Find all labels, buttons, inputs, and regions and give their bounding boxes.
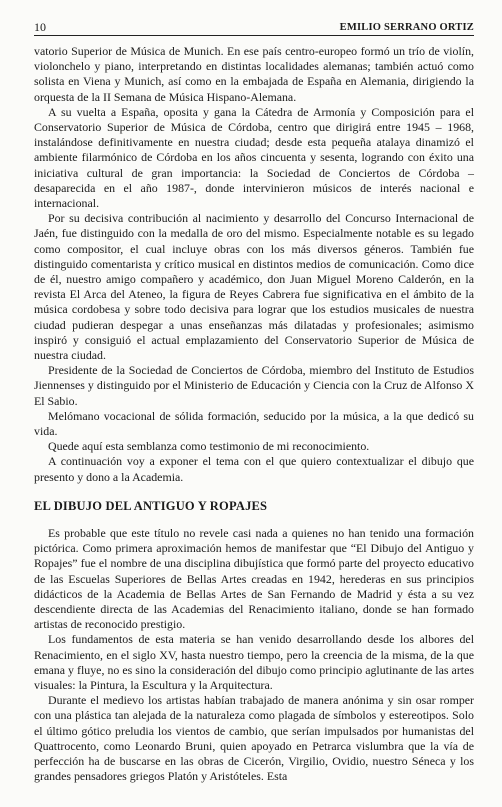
paragraph: Es probable que este título no revele casi nada a quienes no han tenido una formación pictórica. Como primera aproximación hemos de manifestar que “El Dibujo del Antiguo y Ropajes” fue el nombre de una disciplina dibujística que formó parte del proyecto educativo de las Escuelas Superiores de Bellas Artes creadas en 1942, herederas en sus principios didácticos de la Academia de Bellas Artes de San Fernando de Madrid y ésta a su vez descendiente directa de las Academias del Renacimiento italiano, donde se han formado artistas de reconocido prestigio. <box>34 525 474 632</box>
section-heading: EL DIBUJO DEL ANTIGUO Y ROPAJES <box>34 498 268 513</box>
paragraph: Quede aquí esta semblanza como testimonio de mi reconocimiento. <box>48 439 370 454</box>
paragraph: Por su decisiva contribución al nacimiento y desarrollo del Concurso Internacional de Jaén, fue distinguido con la medalla de oro del mismo. Especialmente notable es su legado como compositor, el cual incluye obras con los más diversos géneros. También fue distinguido comentarista y crítico musical en distintos medios de comunicación. Como dice de él, nuestro amigo compañero y académico, don Juan Miguel Moreno Calderón, en la revista El Arca del Ateneo, la figura de Reyes Cabrera fue significativa en el ámbito de la música cordobesa y sobre todo decisiva para lograr que los estudios musicales de nuestra ciudad pudieran despegar a unas enseñanzas más dilatadas y profesionales; asimismo inspiró y consiguió el actual emplazamiento del Conservatorio Superior de Música de nuestra ciudad. <box>34 211 474 363</box>
paragraph: A su vuelta a España, oposita y gana la Cátedra de Armonía y Composición para el Conservatorio Superior de Música de Córdoba, centro que dirigirá entre 1945 – 1968, instalándose definitivamente en nuestra ciudad; desde esta pequeña atalaya dinamizó el ambiente filarmónico de Córdoba en los años cincuenta y sesenta, logrando con éxito una iniciativa cultural de gran importancia: la Sociedad de Conciertos de Córdoba – desaparecida en el año 1987-, donde intervinieron músicos de interés nacional e internacional. <box>34 104 474 211</box>
paragraph: Melómano vocacional de sólida formación, seducido por la música, a la que dedicó su vida. <box>34 408 474 439</box>
paragraph: Los fundamentos de esta materia se han venido desarrollando desde los albores del Renacimiento, en el siglo XV, hasta nuestro tiempo, pero la creencia de la misma, de la que emana y fluye, no es sino la consideración del dibujo como principio aglutinante de las artes visuales: la Pintura, la Escultura y la Arquitectura. <box>34 632 474 692</box>
running-title: EMILIO SERRANO ORTIZ <box>339 22 474 33</box>
page-body <box>34 44 474 784</box>
paragraph: Durante el medievo los artistas habían trabajado de manera anónima y sin osar romper con una plástica tan alejada de la naturaleza como plagada de símbolos y estereotipos. Solo el último gótico preludia los vientos de cambio, que serían impulsados por humanistas del Quattrocento, como Leonardo Bruni, quien apoyado en Petrarca vislumbra que la vía de perfección ha de buscarse en las obras de Cicerón, Virgilio, Ovidio, nuestro Séneca y los grandes pensadores griegos Platón y Aristóteles. Esta <box>34 693 474 784</box>
page-header <box>34 21 474 36</box>
page-number: 10 <box>34 20 46 34</box>
paragraph: Presidente de la Sociedad de Conciertos de Córdoba, miembro del Instituto de Estudios Jiennenses y distinguido por el Ministerio de Educación y Ciencia con la Cruz de Alfonso X El Sabio. <box>34 363 474 408</box>
paragraph: A continuación voy a exponer el tema con el que quiero contextualizar el dibujo que presento y dono a la Academia. <box>34 454 474 484</box>
paragraph: vatorio Superior de Música de Munich. En ese país centro-europeo formó un trío de violín, violonchelo y piano, interpretando en distintas localidades alemanas; también actuó como solista en Viena y Munich, así como en la embajada de España en Alemania, dirigiendo la orquesta de la II Semana de Música Hispano-Alemana. <box>34 44 474 104</box>
